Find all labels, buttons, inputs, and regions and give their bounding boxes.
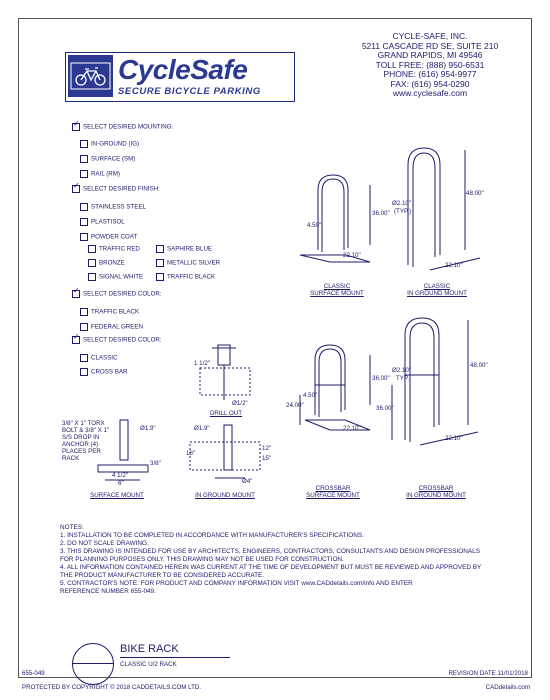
note-line: 2. DO NOT SCALE DRAWING. <box>60 540 149 547</box>
brand-name: CycleSafe <box>118 54 248 85</box>
option-federal-green[interactable]: FEDERAL GREEN <box>80 323 143 332</box>
color-metallic-silver[interactable]: METALLIC SILVER <box>156 259 220 268</box>
drawing-subtitle: CLASSIC U/2 RACK <box>120 661 177 668</box>
option-powder-coat[interactable]: POWDER COAT <box>80 233 137 242</box>
dim-label: 22.10" <box>343 252 361 259</box>
dim-label: 4 1/2" <box>112 472 128 479</box>
dim-label: Ø1.9" <box>140 425 156 432</box>
option-in-ground[interactable]: IN-GROUND (IG) <box>80 140 139 149</box>
copyright-text: PROTECTED BY COPYRIGHT © 2018 CADDETAILS.COM LTD. <box>22 684 202 691</box>
dim-label: (TYP.) <box>394 208 412 215</box>
color-bronze[interactable]: BRONZE <box>88 259 125 268</box>
company-name: CYCLE-SAFE, INC. <box>392 31 468 41</box>
color-saphire-blue[interactable]: SAPHIRE BLUE <box>156 245 212 254</box>
option-surface[interactable]: SURFACE (SM) <box>80 155 135 164</box>
dim-label: 12" <box>262 445 272 452</box>
note-line: 4. ALL INFORMATION CONTAINED HEREIN WAS CURRENT AT THE TIME OF DEVELOPMENT BUT MUST BE REVIEWED AND APPROVED BY <box>60 564 482 571</box>
drawing-title: BIKE RACK <box>120 643 179 655</box>
dim-label: 6" <box>118 480 124 487</box>
finish-header[interactable]: ✓SELECT DESIRED FINISH: <box>72 185 160 194</box>
company-address-1: 5211 CASCADE RD SE, SUITE 210 <box>361 40 499 51</box>
caption-classic-ground: CLASSIC IN GROUND MOUNT <box>407 283 467 297</box>
option-classic[interactable]: CLASSIC <box>80 354 117 363</box>
site-link[interactable]: CADdetails.com <box>485 684 530 691</box>
dim-label: 15" <box>262 455 272 462</box>
caption-surface-detail: SURFACE MOUNT <box>90 492 144 499</box>
dim-label: 1 1/2" <box>194 360 210 367</box>
note-line: 1. INSTALLATION TO BE COMPLETED IN ACCORDANCE WITH MANUFACTURER'S SPECIFICATIONS. <box>60 532 364 539</box>
dim-label: 22.10" <box>445 262 463 269</box>
color-signal-white[interactable]: SIGNAL WHITE <box>88 273 143 282</box>
reference-number: 655-049 <box>22 670 45 677</box>
company-web: www.cyclesafe.com <box>392 88 468 98</box>
note-line: 3. THIS DRAWING IS INTENDED FOR USE BY ARCHITECTS, ENGINEERS, CONTRACTORS, CONSULTANTS AND DESIGN PROFESSIONALS <box>60 548 480 555</box>
notes-section <box>60 524 480 596</box>
option-plastisol[interactable]: PLASTISOL <box>80 218 125 227</box>
company-fax: FAX: (616) 954-0290 <box>390 78 470 89</box>
notes-header: NOTES: <box>60 524 84 531</box>
option-stainless[interactable]: STAINLESS STEEL <box>80 203 146 212</box>
dim-label: Ø2.10" <box>392 367 412 374</box>
caption-crossbar-surface: CROSSBAR SURFACE MOUNT <box>306 485 360 499</box>
revision-date: REVISION DATE 11/01/2018 <box>448 670 528 677</box>
dim-label: TYP. <box>396 375 409 382</box>
dim-label: 36.00" <box>372 210 390 217</box>
option-traffic-black[interactable]: TRAFFIC BLACK <box>80 308 139 317</box>
company-address-2: GRAND RAPIDS, MI 49546 <box>377 50 483 60</box>
company-phone: PHONE: (616) 954-9977 <box>383 69 477 79</box>
dim-label: 48.00" <box>466 190 484 197</box>
dim-label: 24.00" <box>286 402 304 409</box>
color-traffic-red[interactable]: TRAFFIC RED <box>88 245 140 254</box>
caption-ground-detail: IN GROUND MOUNT <box>195 492 255 499</box>
color-traffic-black[interactable]: TRAFFIC BLACK <box>156 273 215 282</box>
note-line: REFERENCE NUMBER 655-049. <box>60 588 156 595</box>
note-line: 5. CONTRACTOR'S NOTE: FOR PRODUCT AND COMPANY INFORMATION VISIT www.CADdetails.com/info AND ENTER <box>60 580 413 587</box>
dim-label: 18" <box>186 450 196 457</box>
color-header[interactable]: ✓SELECT DESIRED COLOR: <box>72 290 162 299</box>
dim-label: Ø4" <box>242 478 253 485</box>
note-line: FOR PLANNING PURPOSES ONLY. THIS DRAWING MAY NOT BE USED FOR CONSTRUCTION. <box>60 556 344 563</box>
dim-label: 4.50" <box>303 392 318 399</box>
style-header[interactable]: ✓SELECT DESIRED COLOR: <box>72 336 162 345</box>
dim-label: Ø1/2" <box>232 400 248 407</box>
dim-label: Ø1.9" <box>194 425 210 432</box>
company-tollfree: TOLL FREE: (888) 950-6531 <box>375 59 485 70</box>
note-line: THE PRODUCT MANUFACTURER TO BE CONSIDERED ACCURATE. <box>60 572 265 579</box>
dim-label: 36.00" <box>376 405 394 412</box>
brand-tagline: SECURE BICYCLE PARKING <box>118 86 261 97</box>
option-rail[interactable]: RAIL (RM) <box>80 170 120 179</box>
surface-note: 3/8" X 1" TORX BOLT & 3/8" X 1" S/S DROP IN ANCHOR (4) PLACES PER RACK <box>62 420 110 462</box>
caption-drill-out: DRILL OUT <box>209 410 243 417</box>
dim-label: 4.50" <box>307 222 322 229</box>
dim-label: 22.10" <box>445 435 463 442</box>
caption-crossbar-ground: CROSSBAR IN GROUND MOUNT <box>406 485 466 499</box>
dim-label: 36.00" <box>372 375 390 382</box>
caption-classic-surface: CLASSIC SURFACE MOUNT <box>310 283 364 297</box>
dim-label: 48.00" <box>470 362 488 369</box>
dim-label: Ø2.10" <box>392 200 412 207</box>
dim-label: 3/8" <box>150 460 161 467</box>
mounting-header[interactable]: ✓SELECT DESIRED MOUNTING: <box>72 123 173 132</box>
dim-label: 22.10" <box>343 425 361 432</box>
section-circle-icon <box>72 643 114 685</box>
option-cross-bar[interactable]: CROSS BAR <box>80 368 127 377</box>
